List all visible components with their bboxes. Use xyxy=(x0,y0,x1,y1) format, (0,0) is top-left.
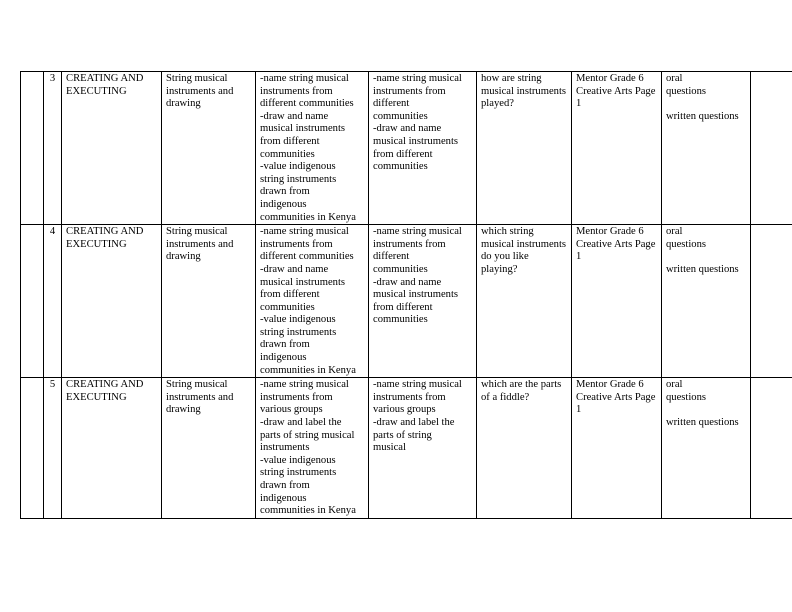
week-cell xyxy=(21,72,44,225)
activity-line: -name string musical xyxy=(373,226,462,238)
objective-line: -value indigenous xyxy=(260,454,336,466)
key-inquiry-question-cell: which string musical instruments do you like playing? xyxy=(477,225,572,378)
objective-line: instruments from xyxy=(260,85,333,97)
activity-line: instruments from xyxy=(373,85,446,97)
remarks-cell xyxy=(751,378,792,519)
learning-objectives-cell xyxy=(256,72,369,225)
objective-line: drawn from xyxy=(260,186,310,198)
assessment-line: oral xyxy=(666,73,683,84)
scheme-of-work-table xyxy=(20,71,792,519)
objective-line: drawn from xyxy=(260,480,310,491)
week-cell xyxy=(21,225,44,378)
sub-strand-cell: String musical instruments and drawing xyxy=(162,225,256,378)
objective-line: instruments from xyxy=(260,238,333,250)
objective-line: instruments xyxy=(260,442,310,454)
learning-resources-cell: Mentor Grade 6 Creative Arts Page 1 xyxy=(572,72,662,225)
objective-line: -name string musical xyxy=(260,226,349,238)
strand-cell: CREATING AND EXECUTING xyxy=(62,225,162,378)
assessment-line: questions xyxy=(666,238,707,250)
strand-cell: CREATING AND EXECUTING xyxy=(62,72,162,225)
objective-line: -name string musical xyxy=(260,379,349,391)
activity-line: -draw and name xyxy=(373,123,442,135)
objective-line: from different xyxy=(260,289,320,301)
objective-line: string instruments xyxy=(260,467,337,479)
activity-line: instruments from xyxy=(373,391,446,403)
objective-line: communities xyxy=(260,148,315,160)
activity-line: -draw and label the xyxy=(373,417,455,429)
assessment-cell xyxy=(662,225,751,378)
assessment-cell xyxy=(662,72,751,225)
objective-line: indigenous xyxy=(260,492,307,504)
objective-line: string instruments xyxy=(260,173,337,185)
activity-line: communities xyxy=(373,263,428,275)
activity-line: from different xyxy=(373,148,433,160)
activity-line: communities xyxy=(373,314,428,326)
objective-line: parts of string musical xyxy=(260,429,355,441)
learning-activities-cell xyxy=(369,72,477,225)
objective-line: drawn from xyxy=(260,339,310,351)
objective-line: different communities xyxy=(260,98,354,110)
activity-line: -name string musical xyxy=(373,379,462,391)
activity-line: communities xyxy=(373,110,428,122)
activity-line: different xyxy=(373,251,410,263)
assessment-line: written questions xyxy=(666,110,739,122)
strand-cell: CREATING AND EXECUTING xyxy=(62,378,162,519)
objective-line: various groups xyxy=(260,404,323,416)
lesson-number-cell: 4 xyxy=(44,225,62,378)
remarks-cell xyxy=(751,72,792,225)
objective-line: -draw and name xyxy=(260,110,329,122)
objective-line: string instruments xyxy=(260,326,337,338)
learning-resources-cell: Mentor Grade 6 Creative Arts Page 1 xyxy=(572,378,662,519)
objective-line: from different xyxy=(260,135,320,147)
assessment-line: oral xyxy=(666,226,683,238)
activity-line: instruments from xyxy=(373,238,446,250)
objective-line: different communities xyxy=(260,251,354,263)
activity-line: parts of string xyxy=(373,429,432,441)
activity-line: different xyxy=(373,98,410,110)
objective-line: -draw and label the xyxy=(260,417,342,429)
activity-line: musical instruments xyxy=(373,135,459,147)
learning-objectives-cell xyxy=(256,378,369,519)
objective-line: communities in Kenya xyxy=(260,211,356,223)
activity-line: communities xyxy=(373,161,428,173)
remarks-cell xyxy=(751,225,792,378)
objective-line: communities xyxy=(260,301,315,313)
learning-activities-cell xyxy=(369,225,477,378)
learning-activities-cell xyxy=(369,378,477,519)
assessment-line: questions xyxy=(666,85,707,97)
assessment-cell xyxy=(662,378,751,519)
table-row xyxy=(21,225,792,378)
table-row xyxy=(21,378,792,519)
lesson-number-cell: 3 xyxy=(44,72,62,225)
sub-strand-cell: String musical instruments and drawing xyxy=(162,378,256,519)
objective-line: communities in Kenya xyxy=(260,505,356,517)
activity-line: musical xyxy=(373,442,406,454)
activity-line: various groups xyxy=(373,404,436,416)
assessment-line: written questions xyxy=(666,417,739,429)
key-inquiry-question-cell: how are string musical instruments played? xyxy=(477,72,572,225)
objective-line: communities in Kenya xyxy=(260,364,356,376)
lesson-number-cell: 5 xyxy=(44,378,62,519)
objective-line: indigenous xyxy=(260,198,307,210)
activity-line: -name string musical xyxy=(373,73,462,84)
assessment-line: questions xyxy=(666,391,707,403)
assessment-line: written questions xyxy=(666,263,739,275)
key-inquiry-question-cell: which are the parts of a fiddle? xyxy=(477,378,572,519)
objective-line: musical instruments xyxy=(260,123,346,135)
objective-line: -value indigenous xyxy=(260,314,336,326)
objective-line: -value indigenous xyxy=(260,161,336,173)
objective-line: musical instruments xyxy=(260,276,346,288)
objective-line: -name string musical xyxy=(260,73,349,84)
activity-line: musical instruments xyxy=(373,289,459,301)
learning-objectives-cell xyxy=(256,225,369,378)
objective-line: instruments from xyxy=(260,391,333,403)
objective-line: indigenous xyxy=(260,352,307,364)
activity-line: from different xyxy=(373,301,433,313)
assessment-line: oral xyxy=(666,379,683,391)
objective-line: -draw and name xyxy=(260,263,329,275)
sub-strand-cell: String musical instruments and drawing xyxy=(162,72,256,225)
week-cell xyxy=(21,378,44,519)
learning-resources-cell: Mentor Grade 6 Creative Arts Page 1 xyxy=(572,225,662,378)
activity-line: -draw and name xyxy=(373,276,442,288)
table-row xyxy=(21,72,792,225)
